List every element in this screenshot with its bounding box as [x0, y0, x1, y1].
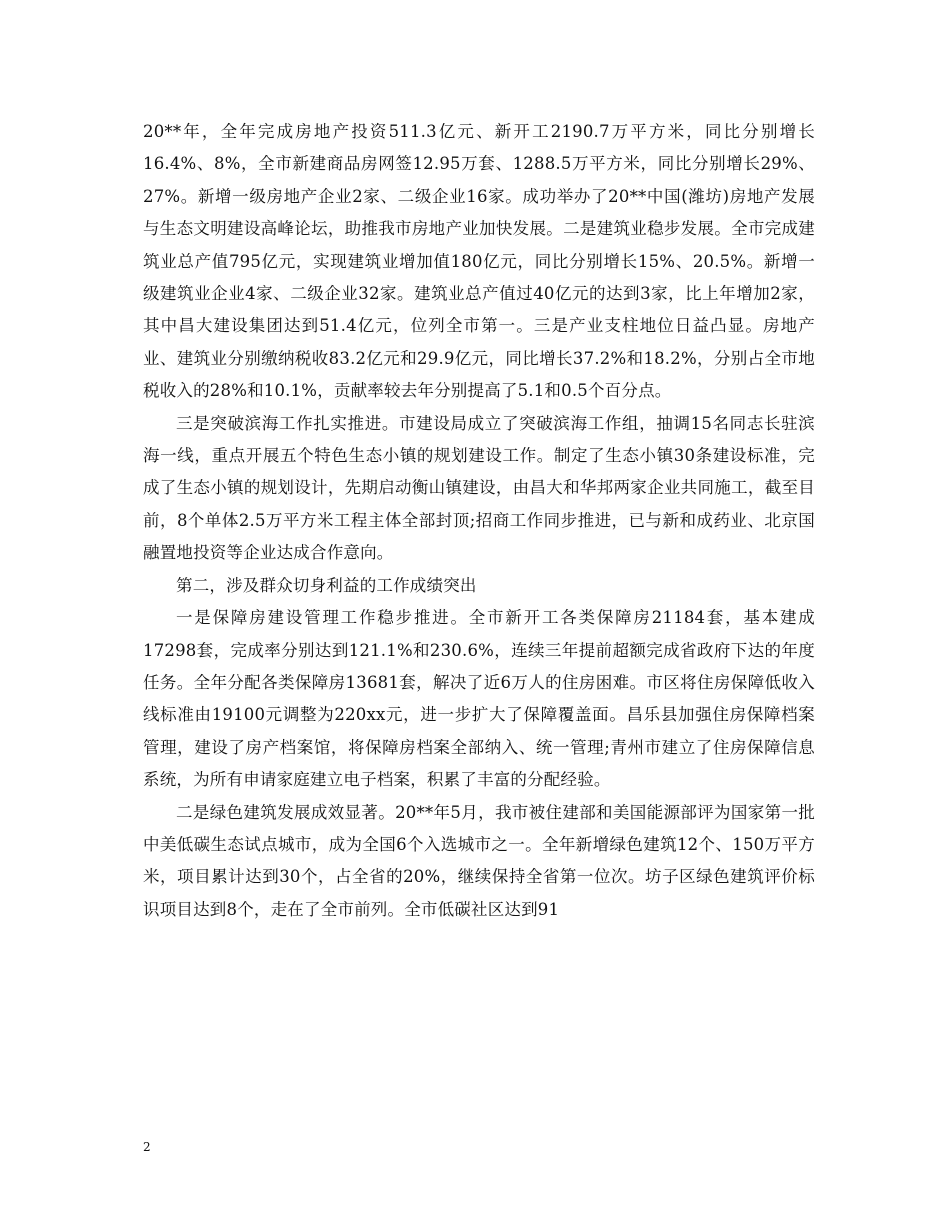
page-number: 2 [143, 1140, 151, 1154]
paragraph-green-building: 二是绿色建筑发展成效显著。20**年5月，我市被住建部和美国能源部评为国家第一批中美低碳生态试点城市，成为全国6个入选城市之一。全年新增绿色建筑12个、150万平方米，项目累计达到30个，占全省的20%，继续保持全省第一位次。坊子区绿色建筑评价标识项目达到8个，走在了全市前列。全市低碳社区达到91 [143, 802, 815, 919]
paragraph-housing-security: 一是保障房建设管理工作稳步推进。全市新开工各类保障房21184套，基本建成17298套，完成率分别达到121.1%和230.6%，连续三年提前超额完成省政府下达的年度任务。全年分配各类保障房13681套，解决了近6万人的住房困难。市区将住房保障低收入线标准由19100元调整为220xx元，进一步扩大了保障覆盖面。昌乐县加强住房保障档案管理，建设了房产档案馆，将保障房档案全部纳入、统一管理;青州市建立了住房保障信息系统，为所有申请家庭建立电子档案，积累了丰富的分配经验。 [143, 608, 815, 790]
document-body [143, 116, 815, 926]
paragraph-real-estate: 20**年，全年完成房地产投资511.3亿元、新开工2190.7万平方米，同比分别增长16.4%、8%，全市新建商品房网签12.95万套、1288.5万平方米，同比分别增长29%、27%。新增一级房地产企业2家、二级企业16家。成功举办了20**中国(潍坊)房地产发展与生态文明建设高峰论坛，助推我市房地产业加快发展。二是建筑业稳步发展。全市完成建筑业总产值795亿元，实现建筑业增加值180亿元，同比分别增长15%、20.5%。新增一级建筑业企业4家、二级企业32家。建筑业总产值过40亿元的达到3家，比上年增加2家，其中昌大建设集团达到51.4亿元，位列全市第一。三是产业支柱地位日益凸显。房地产业、建筑业分别缴纳税收83.2亿元和29.9亿元，同比增长37.2%和18.2%，分别占全市地税收入的28%和10.1%，贡献率较去年分别提高了5.1和0.5个百分点。 [143, 122, 815, 401]
paragraph-binhai: 三是突破滨海工作扎实推进。市建设局成立了突破滨海工作组，抽调15名同志长驻滨海一线，重点开展五个特色生态小镇的规划建设工作。制定了生态小镇30条建设标准，完成了生态小镇的规划设计，先期启动衡山镇建设，由昌大和华邦两家企业共同施工，截至目前，8个单体2.5万平方米工程主体全部封顶;招商工作同步推进，已与新和成药业、北京国融置地投资等企业达成合作意向。 [143, 413, 815, 563]
section-heading-second: 第二，涉及群众切身利益的工作成绩突出 [176, 575, 477, 595]
